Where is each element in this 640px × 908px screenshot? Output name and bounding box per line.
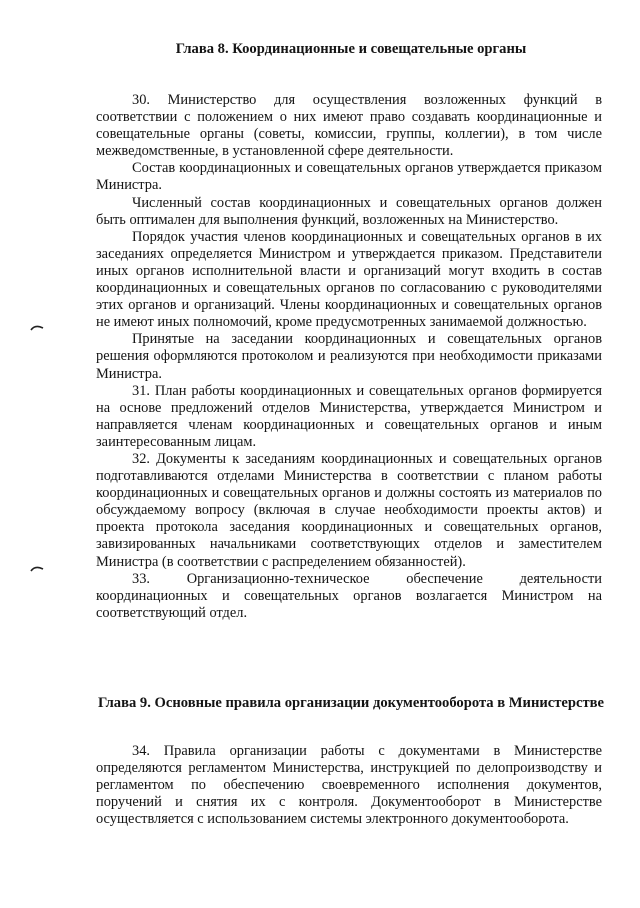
chapter-8-title: Глава 8. Координационные и совещательные органы: [175, 41, 527, 57]
paragraph-32: 32. Документы к заседаниям координационных и совещательных органов подготавливаются отделами Министерства в соответствии с планом работы координационных и совещательных органов и должны состоять из материалов по обсуждаемому вопросу (включая в случае необходимости проекты актов) и проекта протокола заседания координационных и совещательных органов, завизированных начальниками соответствующих отделов и заместителем Министра (в соответствии с распределением обязанностей).: [96, 450, 602, 570]
paragraph-33: 33. Организационно-техническое обеспечение деятельности координационных и совещательных органов возлагается Министром на соответствующий отдел.: [96, 570, 602, 621]
punch-hole-mark: [30, 322, 44, 332]
paragraph-participation: Порядок участия членов координационных и совещательных органов в их заседаниях определяется Министром и утверждается приказом. Представители иных органов исполнительной власти и организаций могут входить в состав координационных и совещательных органов по согласованию с руководителями этих органов и организаций. Члены координационных и совещательных органов не имеют иных полномочий, кроме предусмотренных занимаемой должностью.: [96, 228, 602, 331]
paragraph-31: 31. План работы координационных и совещательных органов формируется на основе предложений отделов Министерства, утверждается Министром и направляется членам координационных и совещательных органов и иным заинтересованным лицам.: [96, 382, 602, 450]
paragraph-decisions: Принятые на заседании координационных и совещательных органов решения оформляются протоколом и реализуются при необходимости приказами Министра.: [96, 331, 602, 382]
chapter-9-body: [96, 743, 602, 828]
paragraph-composition: Состав координационных и совещательных органов утверждается приказом Министра.: [96, 160, 602, 194]
paragraph-30: 30. Министерство для осуществления возложенных функций в соответствии с положением о них имеют право создавать координационные и совещательные органы (советы, комиссии, группы, коллегии), в том числе межведомственные, в установленной сфере деятельности.: [96, 92, 602, 160]
chapter-9-title: Глава 9. Основные правила организации документооборота в Министерстве: [97, 695, 605, 711]
paragraph-34: 34. Правила организации работы с документами в Министерстве определяются регламентом Министерства, инструкцией по делопроизводству и регламентом по обеспечению своевременного исполнения документов, поручений и снятия их с контроля. Документооборот в Министерстве осуществляется с использованием системы электронного документооборота.: [96, 743, 602, 828]
paragraph-numeric-composition: Численный состав координационных и совещательных органов должен быть оптимален для выполнения функций, возложенных на Министерство.: [96, 194, 602, 228]
chapter-8-body: [96, 92, 602, 622]
punch-hole-mark: [30, 563, 44, 573]
